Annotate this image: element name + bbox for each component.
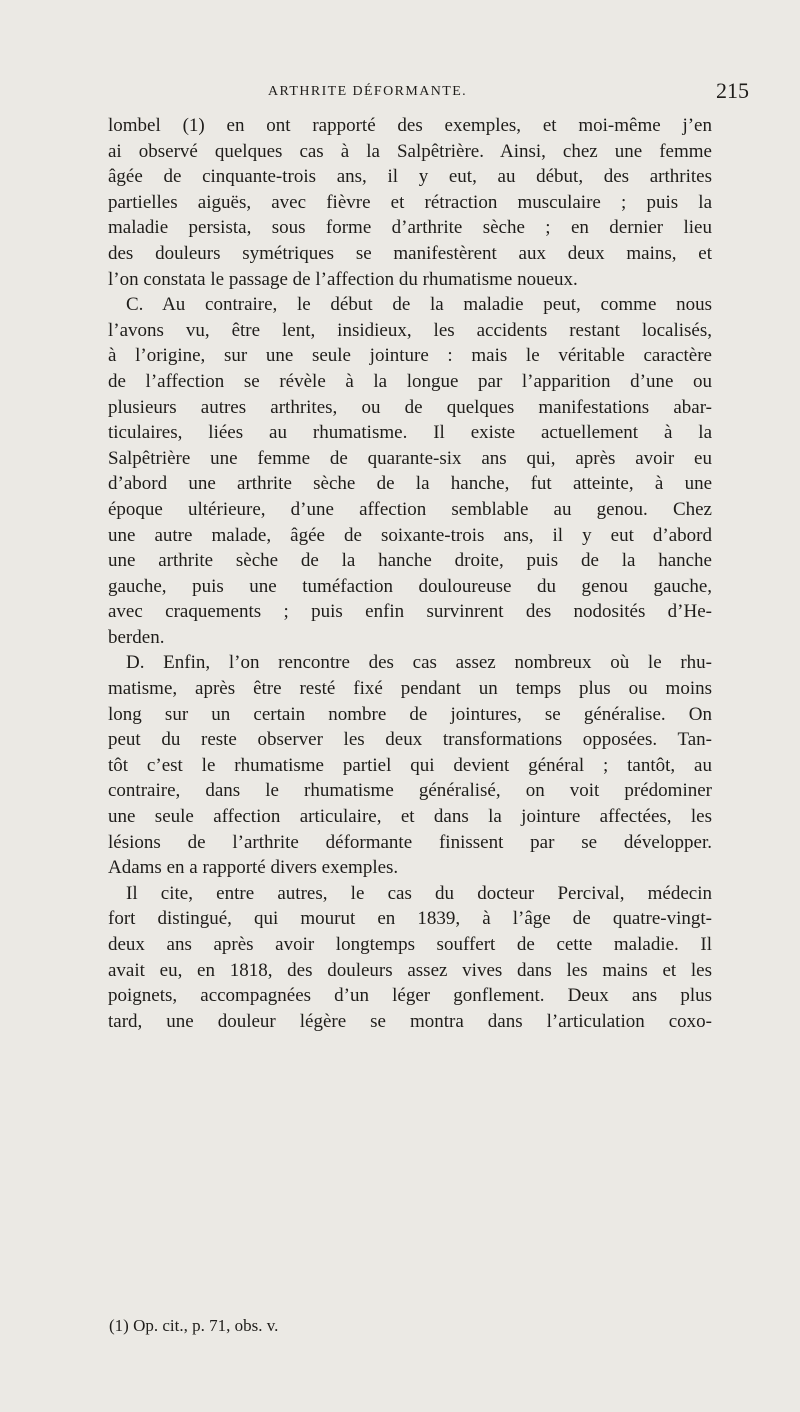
text-line: D. Enfin, l’on rencontre des cas assez nombreux où le rhu- bbox=[126, 652, 712, 674]
text-line: matisme, après être resté fixé pendant un temps plus ou moins bbox=[108, 678, 712, 700]
text-line: poignets, accompagnées d’un léger gonflement. Deux ans plus bbox=[108, 985, 712, 1007]
body-text bbox=[108, 113, 712, 1034]
running-head bbox=[0, 78, 800, 106]
text-line: avec craquements ; puis enfin survinrent des nodosités d’He- bbox=[108, 601, 712, 623]
text-line: plusieurs autres arthrites, ou de quelques manifestations abar- bbox=[108, 396, 712, 418]
text-line: de l’affection se révèle à la longue par l’apparition d’une ou bbox=[108, 370, 712, 392]
text-line: des douleurs symétriques se manifestèrent aux deux mains, et bbox=[108, 242, 712, 264]
text-line: l’on constata le passage de l’affection du rhumatisme noueux. bbox=[108, 268, 578, 290]
text-line: peut du reste observer les deux transformations opposées. Tan- bbox=[108, 729, 712, 751]
text-line: ai observé quelques cas à la Salpêtrière. Ainsi, chez une femme bbox=[108, 140, 712, 162]
text-line: tôt c’est le rhumatisme partiel qui devient général ; tantôt, au bbox=[108, 754, 712, 776]
text-line: gauche, puis une tuméfaction douloureuse du genou gauche, bbox=[108, 575, 712, 597]
text-line: une arthrite sèche de la hanche droite, puis de la hanche bbox=[108, 550, 712, 572]
text-line: partielles aiguës, avec fièvre et rétraction musculaire ; puis la bbox=[108, 191, 712, 213]
text-line: avait eu, en 1818, des douleurs assez vives dans les mains et les bbox=[108, 959, 712, 981]
text-line: âgée de cinquante-trois ans, il y eut, au début, des arthrites bbox=[108, 166, 712, 188]
text-line: deux ans après avoir longtemps souffert de cette maladie. Il bbox=[108, 934, 712, 955]
text-line: à l’origine, sur une seule jointure : mais le véritable caractère bbox=[108, 345, 712, 367]
text-line: contraire, dans le rhumatisme généralisé, on voit prédominer bbox=[108, 780, 712, 802]
text-line: Salpêtrière une femme de quarante-six ans qui, après avoir eu bbox=[108, 447, 712, 469]
text-line: fort distingué, qui mourut en 1839, à l’âge de quatre-vingt- bbox=[108, 908, 712, 930]
page-number: 215 bbox=[716, 78, 749, 103]
text-line: long sur un certain nombre de jointures, se généralise. On bbox=[108, 703, 712, 725]
text-line: époque ultérieure, d’une affection semblable au genou. Chez bbox=[108, 498, 712, 520]
text-line: une seule affection articulaire, et dans la jointure affectées, les bbox=[108, 806, 712, 828]
text-line: tard, une douleur légère se montra dans l’articulation coxo- bbox=[108, 1010, 712, 1032]
text-line: Adams en a rapporté divers exemples. bbox=[108, 857, 399, 879]
footnote: (1) Op. cit., p. 71, obs. v. bbox=[109, 1316, 279, 1335]
text-line: l’avons vu, être lent, insidieux, les accidents restant localisés, bbox=[108, 319, 712, 341]
text-line: Il cite, entre autres, le cas du docteur Percival, médecin bbox=[126, 882, 712, 904]
text-line: d’abord une arthrite sèche de la hanche, fut atteinte, à une bbox=[108, 473, 712, 495]
text-line: berden. bbox=[108, 626, 165, 648]
text-line: lésions de l’arthrite déformante finissent par se développer. bbox=[108, 831, 712, 853]
text-line: C. Au contraire, le début de la maladie peut, comme nous bbox=[126, 294, 712, 316]
text-line: une autre malade, âgée de soixante-trois ans, il y eut d’abord bbox=[108, 524, 712, 546]
text-line: maladie persista, sous forme d’arthrite sèche ; en dernier lieu bbox=[108, 217, 712, 239]
running-title: ARTHRITE DÉFORMANTE. bbox=[268, 84, 468, 99]
text-line: ticulaires, liées au rhumatisme. Il existe actuellement à la bbox=[108, 422, 712, 444]
text-line: lombel (1) en ont rapporté des exemples, et moi-même j’en bbox=[108, 115, 712, 136]
